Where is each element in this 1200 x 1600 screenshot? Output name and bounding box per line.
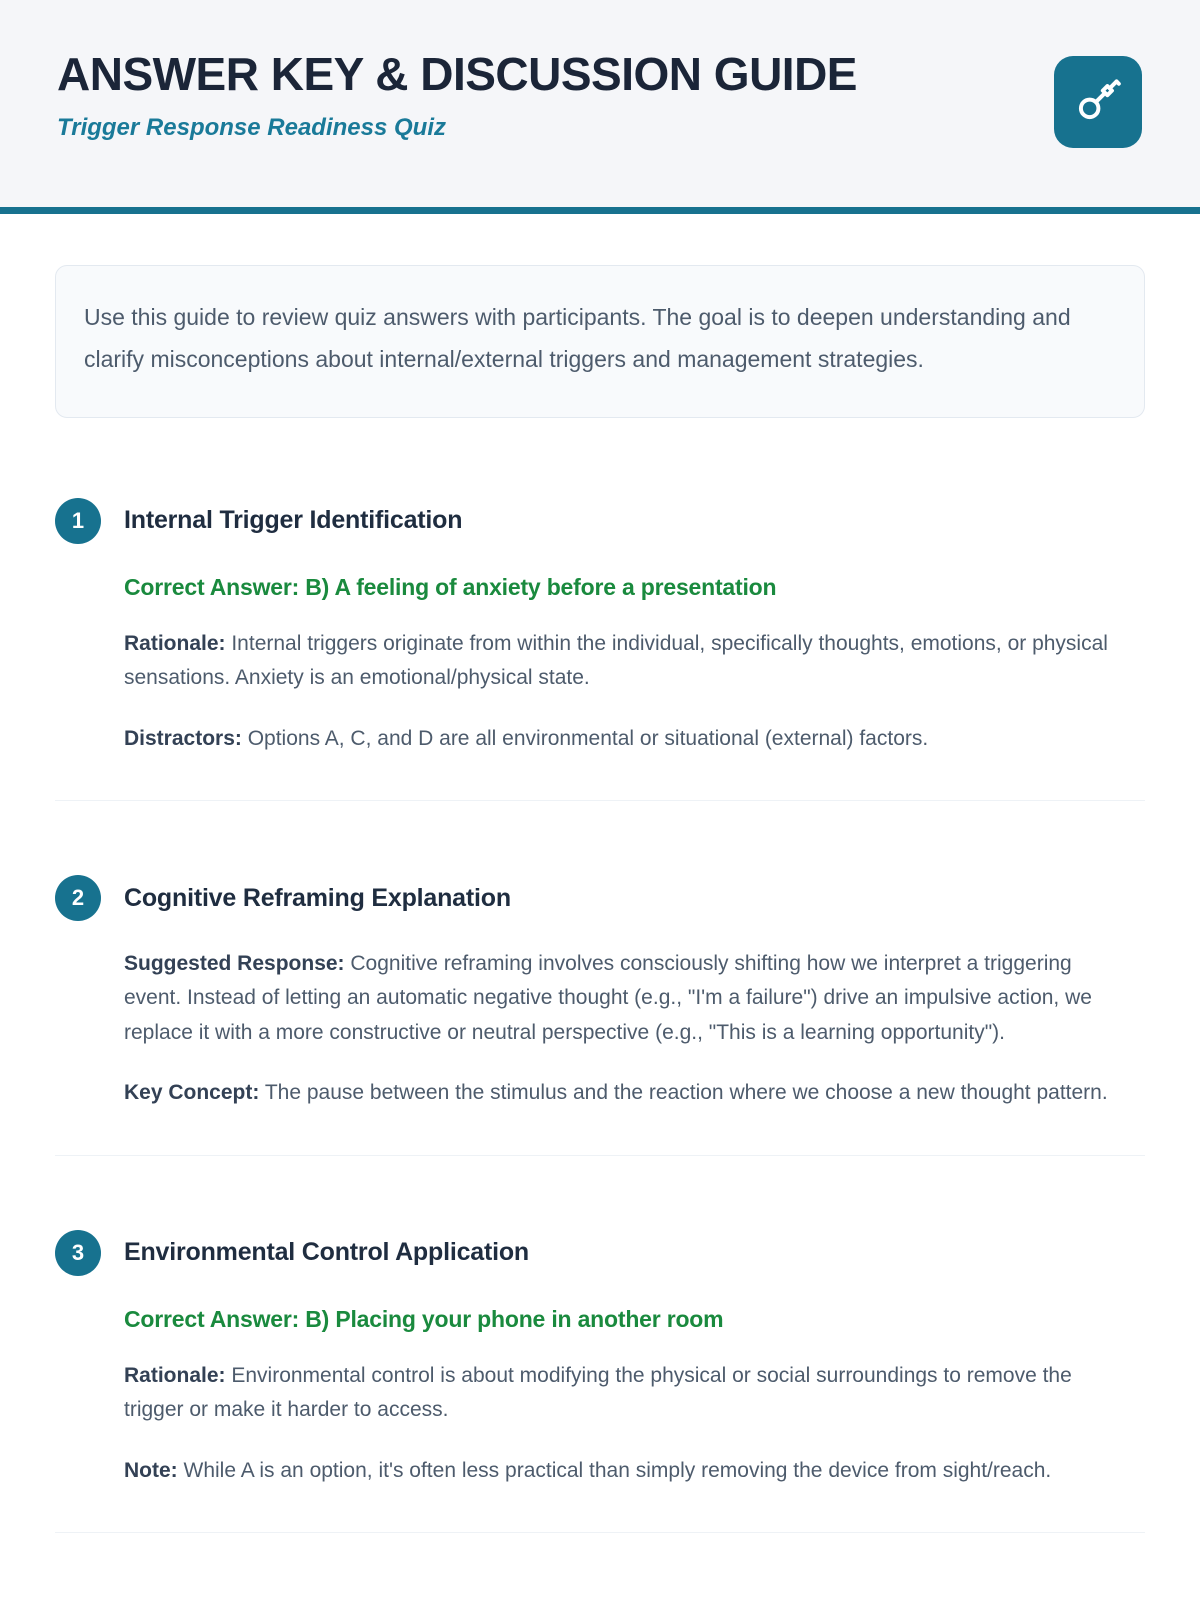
section-paragraph <box>124 1076 1124 1110</box>
correct-answer: Correct Answer: B) Placing your phone in another room <box>124 1305 724 1332</box>
section-header <box>55 1230 1145 1276</box>
section-header <box>55 875 1145 921</box>
section-title: Cognitive Reframing Explanation <box>124 883 511 912</box>
section-paragraph <box>124 627 1124 696</box>
quiz-section <box>55 801 1145 1156</box>
accent-divider-bar <box>0 207 1200 214</box>
section-paragraph <box>124 1454 1124 1488</box>
key-icon-badge <box>1054 56 1142 148</box>
page-header <box>0 0 1200 207</box>
key-icon <box>1073 75 1123 130</box>
intro-text: Use this guide to review quiz answers with participants. The goal is to deepen understanding and clarify misconceptions about internal/external triggers and management strategies. <box>84 304 1071 372</box>
paragraph-label: Rationale: <box>124 1363 226 1387</box>
correct-answer: Correct Answer: B) A feeling of anxiety before a presentation <box>124 573 777 600</box>
page-title: ANSWER KEY & DISCUSSION GUIDE <box>57 48 857 100</box>
section-body <box>124 574 1145 756</box>
section-paragraph <box>124 722 1124 756</box>
main-content <box>0 265 1200 1533</box>
section-paragraph <box>124 947 1124 1050</box>
section-number-badge <box>55 498 101 544</box>
section-number-badge <box>55 1230 101 1276</box>
header-titles <box>57 48 857 142</box>
section-header <box>55 498 1145 544</box>
quiz-section <box>55 1156 1145 1533</box>
paragraph-text: Internal triggers originate from within the individual, specifically thoughts, emotions, or physical sensations. Anxiety is an emotional/physical state. <box>124 631 1108 690</box>
paragraph-label: Rationale: <box>124 631 226 655</box>
section-body <box>124 1306 1145 1488</box>
sections-list <box>55 418 1145 1533</box>
quiz-section <box>55 418 1145 801</box>
section-title: Internal Trigger Identification <box>124 506 463 535</box>
section-paragraph <box>124 1359 1124 1428</box>
section-number: 1 <box>71 507 85 533</box>
paragraph-label: Suggested Response: <box>124 952 345 976</box>
paragraph-label: Note: <box>124 1458 178 1482</box>
section-title: Environmental Control Application <box>124 1238 529 1267</box>
paragraph-text: Environmental control is about modifying the physical or social surroundings to remove the trigger or make it harder to access. <box>124 1363 1072 1422</box>
section-number: 3 <box>71 1239 85 1265</box>
paragraph-label: Distractors: <box>124 726 242 750</box>
section-number: 2 <box>71 885 85 911</box>
paragraph-text: The pause between the stimulus and the reaction where we choose a new thought pattern. <box>259 1081 1108 1105</box>
paragraph-text: Cognitive reframing involves consciously shifting how we interpret a triggering event. Instead of letting an automatic negative thought (e.g., "I'm a failure") drive an impulsive action, we replace it with a more constructive or neutral perspective (e.g., "This is a learning opportunity"). <box>124 952 1092 1044</box>
page-subtitle: Trigger Response Readiness Quiz <box>57 114 447 142</box>
paragraph-text: Options A, C, and D are all environmental or situational (external) factors. <box>241 726 929 750</box>
paragraph-text: While A is an option, it's often less practical than simply removing the device from sight/reach. <box>177 1458 1052 1482</box>
intro-box <box>55 265 1145 418</box>
section-body <box>124 947 1145 1111</box>
section-number-badge <box>55 875 101 921</box>
paragraph-label: Key Concept: <box>124 1081 260 1105</box>
